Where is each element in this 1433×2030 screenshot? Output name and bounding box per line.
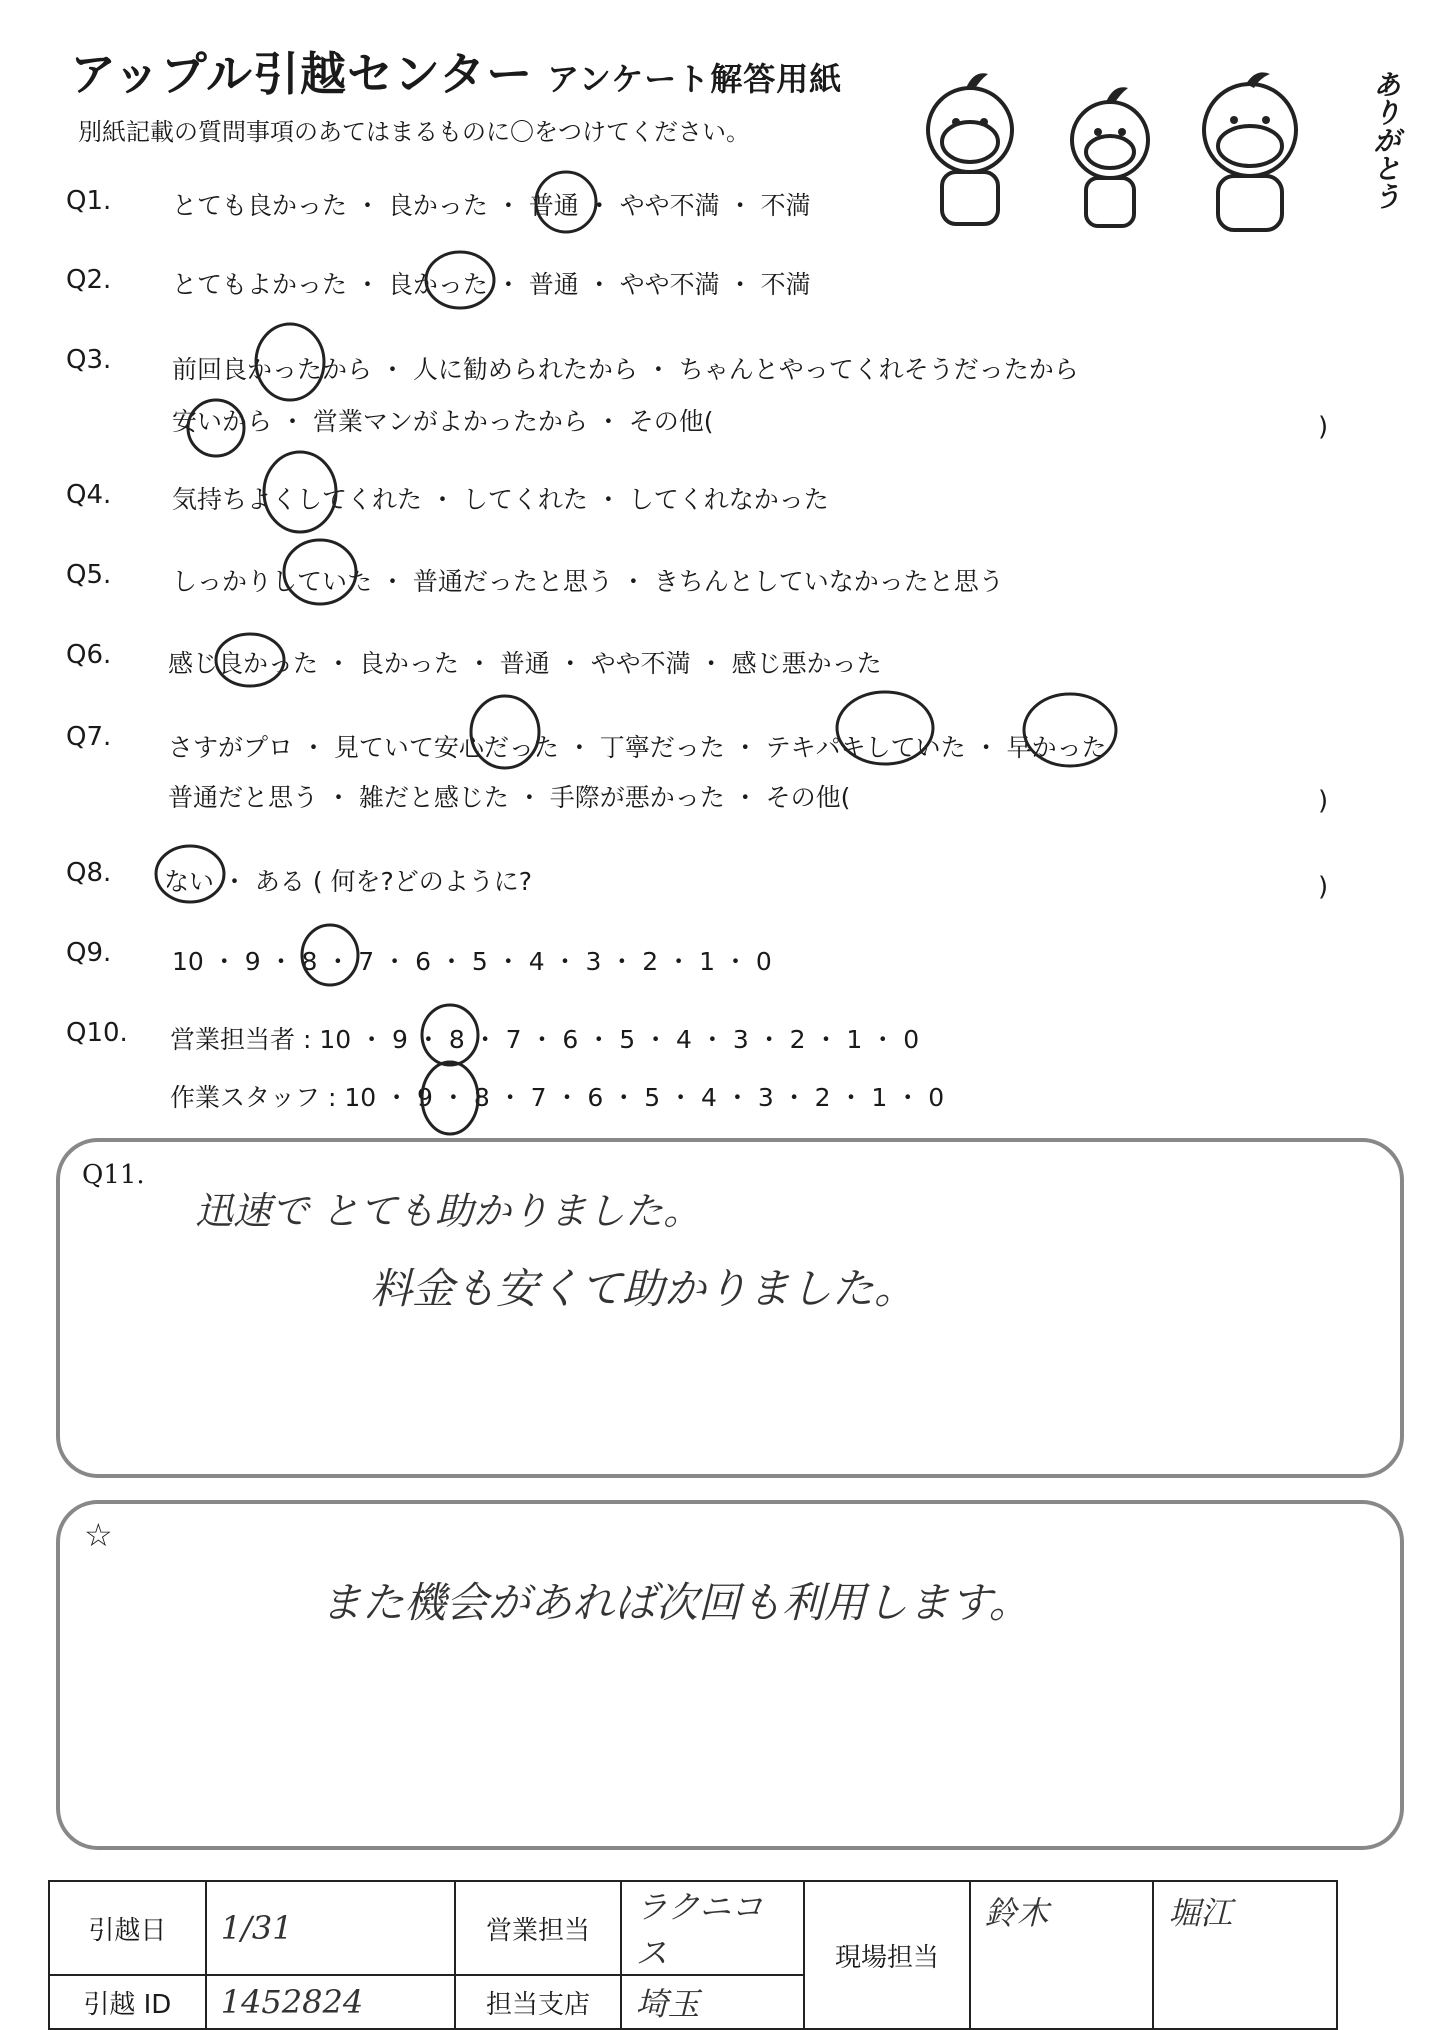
q3-close-paren: ) (1318, 412, 1329, 442)
mascot-caption: ありがとう (1369, 70, 1402, 210)
instructions: 別紙記載の質問事項のあてはまるものに〇をつけてください。 (78, 118, 750, 146)
q2-options: とてもよかった ・ 良かった ・ 普通 ・ やや不満 ・ 不満 (172, 270, 811, 299)
q5-label: Q5. (66, 560, 112, 590)
q6-options: 感じ良かった ・ 良かった ・ 普通 ・ やや不満 ・ 感じ悪かった (168, 649, 882, 678)
site-staff-label: 現場担当 (804, 1881, 969, 2029)
company-name: アップル引越センター (70, 47, 534, 101)
answer-circle-q4 (264, 452, 336, 532)
q9-scale: 10 ・ 9 ・ 8 ・ 7 ・ 6 ・ 5 ・ 4 ・ 3 ・ 2 ・ 1 ・ 0 (172, 947, 772, 976)
answer-circle-q10-sales (422, 1005, 478, 1065)
q8-label: Q8. (66, 858, 112, 888)
q1-label: Q1. (66, 186, 112, 216)
q11-answer-line1: 迅速で とても助かりました。 (195, 1189, 702, 1233)
q7-close-paren: ) (1318, 786, 1329, 816)
answer-circle-q6 (216, 634, 284, 686)
site-staff-1: 鈴木 (970, 1881, 1154, 2029)
answer-circle-q7a (471, 696, 539, 768)
q8-close-paren: ) (1318, 872, 1329, 902)
sales-label: 営業担当 (455, 1881, 620, 1975)
answer-circle-q9 (302, 925, 358, 985)
q7-options-line2: 普通だと思う ・ 雑だと感じた ・ 手際が悪かった ・ その他( (168, 783, 851, 812)
move-id-label: 引越 ID (49, 1975, 206, 2029)
answer-circle-q7c (1024, 694, 1116, 766)
q6-label: Q6. (66, 640, 112, 670)
move-date-value: 1/31 (206, 1881, 456, 1975)
q5-options: しっかりしていた ・ 普通だったと思う ・ きちんとしていなかったと思う (172, 567, 1004, 596)
answer-circle-q5 (284, 540, 356, 604)
q8-options: ない ・ ある ( 何を?どのように? (164, 867, 533, 896)
q7-options-line1: さすがプロ ・ 見ていて安心だった ・ 丁寧だった ・ テキパキしていた ・ 早かった (168, 733, 1107, 762)
answer-circle-q3a (256, 324, 324, 400)
q3-label: Q3. (66, 345, 112, 375)
star-label: ☆ (84, 1516, 113, 1554)
branch-value: 埼玉 (621, 1975, 805, 2029)
answer-circle-q10-staff (422, 1062, 478, 1134)
answer-circle-q8 (156, 846, 224, 902)
answer-circle-q1 (536, 172, 596, 232)
answer-circle-q7b (837, 692, 933, 764)
branch-label: 担当支店 (455, 1975, 620, 2029)
q11-label: Q11. (82, 1160, 145, 1190)
q3-options-line2: 安いから ・ 営業マンがよかったから ・ その他( (172, 407, 714, 436)
q10-staff-scale: 作業スタッフ : 10 ・ 9 ・ 8 ・ 7 ・ 6 ・ 5 ・ 4 ・ 3 ・ 2 ・ 1 ・ 0 (170, 1083, 945, 1112)
q1-options: とても良かった ・ 良かった ・ 普通 ・ やや不満 ・ 不満 (172, 191, 811, 220)
site-staff-2: 堀江 (1153, 1881, 1337, 2029)
move-id-value: 1452824 (206, 1975, 456, 2029)
star-comment-box (56, 1500, 1404, 1850)
move-date-label: 引越日 (49, 1881, 206, 1975)
q4-label: Q4. (66, 480, 112, 510)
q11-answer-line2: 料金も安くて助かりました。 (370, 1264, 917, 1313)
q7-label: Q7. (66, 722, 112, 752)
q3-options-line1: 前回良かったから ・ 人に勧められたから ・ ちゃんとやってくれそうだったから (172, 355, 1079, 384)
q9-label: Q9. (66, 938, 112, 968)
star-answer: また機会があれば次回も利用します。 (320, 1578, 1031, 1627)
form-subtitle: アンケート解答用紙 (547, 60, 843, 98)
q10-sales-scale: 営業担当者 : 10 ・ 9 ・ 8 ・ 7 ・ 6 ・ 5 ・ 4 ・ 3 ・ 2 ・ 1 ・ 0 (170, 1025, 920, 1054)
answer-circle-q2 (426, 252, 494, 308)
sales-value: ラクニコス (621, 1881, 805, 1975)
answer-circle-q3b (188, 400, 244, 456)
q4-options: 気持ちよくしてくれた ・ してくれた ・ してくれなかった (172, 485, 829, 514)
q10-label: Q10. (66, 1018, 128, 1048)
q2-label: Q2. (66, 265, 112, 295)
move-info-table (48, 1880, 1338, 2030)
